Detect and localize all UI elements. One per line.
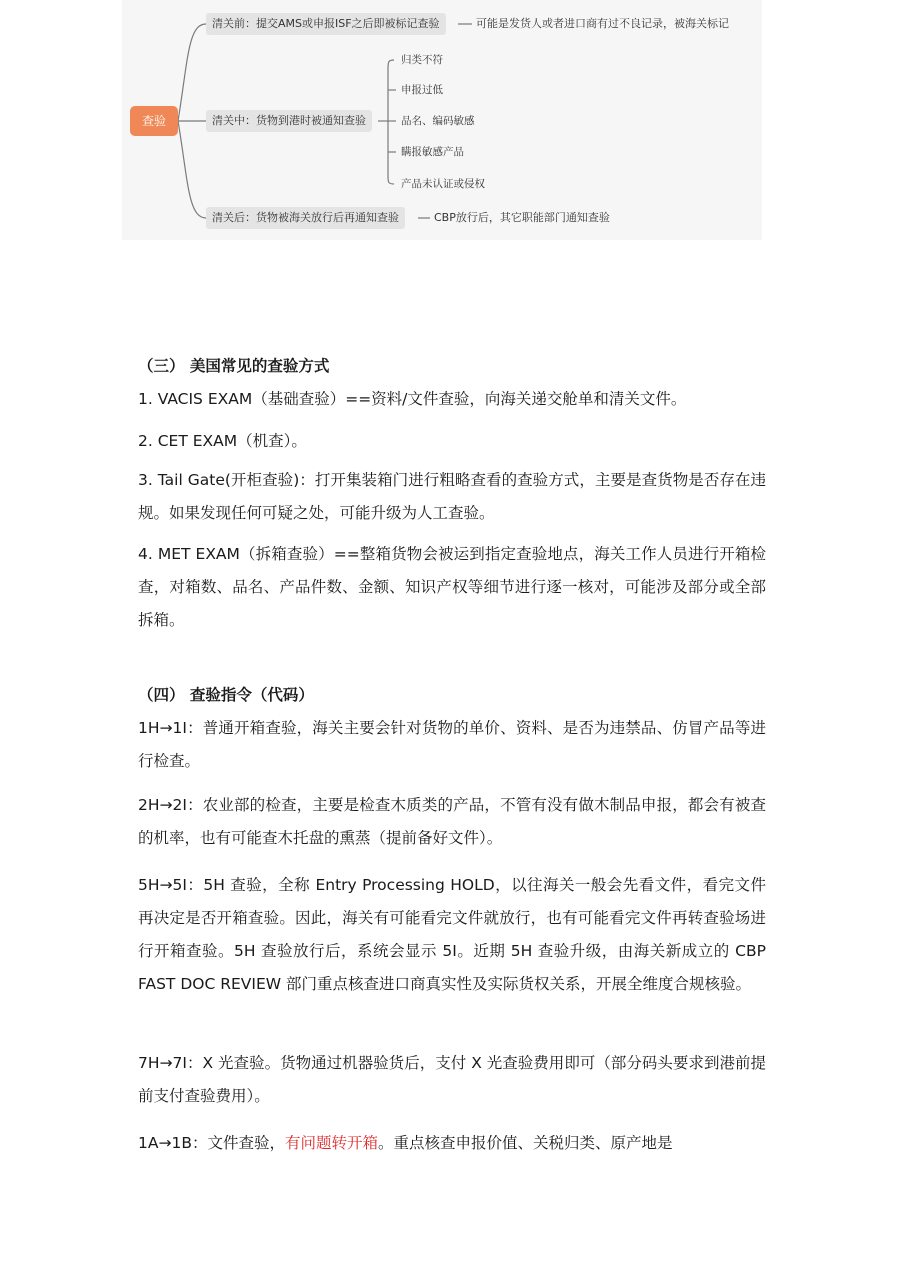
- inspection-code-item: 2H→2I：农业部的检查，主要是检查木质类的产品，不管有没有做木制品申报，都会有被查的机率，也有可能查木托盘的熏蒸（提前备好文件）。: [138, 796, 766, 847]
- inspection-code-item: 1H→1I：普通开箱查验，海关主要会针对货物的单价、资料、是否为违禁品、仿冒产品等进行检查。: [138, 719, 766, 770]
- inspection-code-item: 7H→7I：X 光查验。货物通过机器验货后，支付 X 光查验费用即可（部分码头要求到港前提前支付查验费用）。: [138, 1054, 766, 1105]
- inspection-method-item: 4. MET EXAM（拆箱查验）==整箱货物会被运到指定查验地点，海关工作人员进行开箱检查，对箱数、品名、产品件数、金额、知识产权等细节进行逐一核对，可能涉及部分或全部拆箱。: [138, 545, 766, 629]
- mindmap-branch-during-clearance: 清关中：货物到港时被通知查验: [206, 110, 372, 132]
- inspection-code-item: 5H→5I：5H 查验，全称 Entry Processing HOLD，以往海关一般会先看文件，看完文件再决定是否开箱查验。因此，海关有可能看完文件就放行，也有可能看完文件再转查验场进行开箱查验。5H 查验放行后，系统会显示 5I。近期 5H 查验升级，由海关新成立的 CBP FAST DOC REVIEW 部门重点核查进口商真实性及实际货权关系，开展全维度合规核验。: [138, 876, 766, 993]
- inspection-method-item: 1. VACIS EXAM（基础查验）==资料/文件查验，向海关递交舱单和清关文件。: [138, 390, 687, 408]
- mindmap-leaf: 产品未认证或侵权: [401, 178, 485, 190]
- code-1a-prefix: 1A→1B：文件查验，: [138, 1134, 285, 1152]
- mindmap-leaf: 品名、编码敏感: [401, 115, 475, 127]
- inspection-method-item: 3. Tail Gate(开柜查验)：打开集装箱门进行粗略查看的查验方式，主要是查货物是否存在违规。如果发现任何可疑之处，可能升级为人工查验。: [138, 471, 766, 522]
- mindmap-note-after-clearance: CBP放行后，其它职能部门通知查验: [434, 211, 610, 224]
- mindmap-branch-after-clearance: 清关后：货物被海关放行后再通知查验: [206, 207, 405, 229]
- mindmap-note-before-clearance: 可能是发货人或者进口商有过不良记录，被海关标记: [476, 17, 729, 30]
- code-1a-highlight: 有问题转开箱: [284, 1134, 378, 1152]
- section-4-heading: （四） 查验指令（代码）: [138, 686, 314, 704]
- mindmap-root-node: 查验: [130, 106, 178, 136]
- section-3-heading: （三） 美国常见的查验方式: [138, 357, 330, 375]
- code-1a-suffix: 。重点核查申报价值、关税归类、原产地是: [377, 1134, 673, 1152]
- inspection-code-item-last: [138, 1127, 766, 1160]
- mindmap-leaf: 瞒报敏感产品: [401, 146, 464, 158]
- inspection-mindmap: [122, 0, 762, 240]
- mindmap-leaf: 申报过低: [401, 84, 443, 96]
- mindmap-leaf: 归类不符: [401, 54, 443, 66]
- mindmap-branch-before-clearance: 清关前：提交AMS或申报ISF之后即被标记查验: [206, 13, 446, 35]
- inspection-method-item: 2. CET EXAM（机查）。: [138, 432, 307, 450]
